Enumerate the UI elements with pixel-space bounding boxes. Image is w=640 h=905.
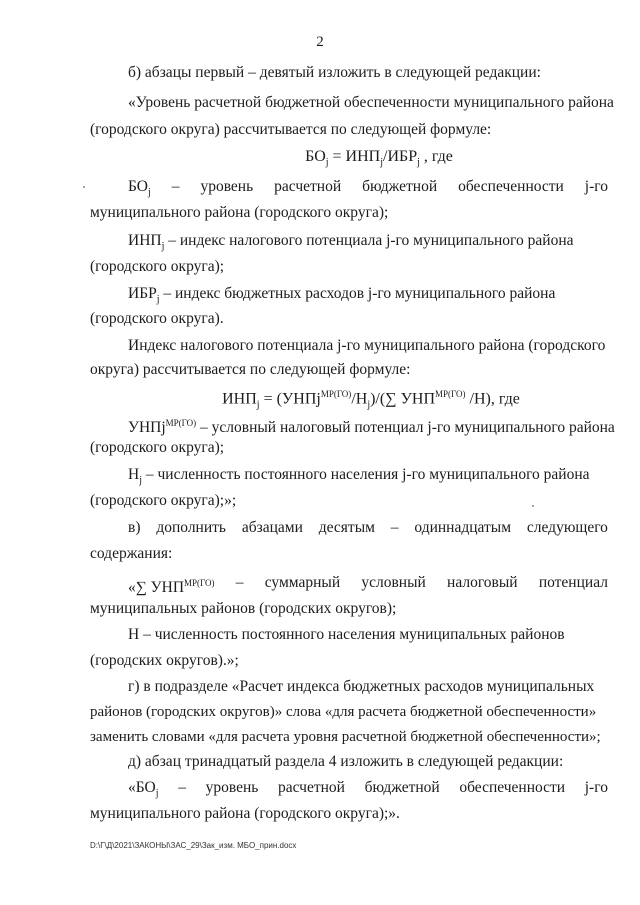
paragraph-index-line2: округа) рассчитывается по следующей формуле: [90,361,411,378]
paragraph-g-line3: заменить словами «для расчета уровня расчетной бюджетной обеспеченности»; [90,729,601,745]
definition-unp-line2: (городского округа); [90,439,225,456]
definition-unp-line1: УНПj$^{МР(ГО)}$ – условный налоговый потенциал j-го муниципального района [128,418,615,437]
paragraph-d: д) абзац тринадцатый раздела 4 изложить в следующей редакции: [128,753,564,770]
definition-inp-line2: (городского округа); [90,258,225,275]
paragraph-intro-line1: «Уровень расчетной бюджетной обеспеченности муниципального района [128,94,614,111]
page-number: 2 [316,34,324,50]
definition-h-line1: $Н_j$ – численность постоянного населения j-го муниципального района [128,466,590,487]
footer-file-path: D:\Г\Д\2021\ЗАКОНЫ\ЗАС_29\Зак_изм. МБО_прин.docx [90,841,297,850]
scan-speck [83,186,85,188]
paragraph-b: б) абзацы первый – девятый изложить в следующей редакции: [128,64,541,81]
definition-ibr-line2: (городского округа). [90,310,224,327]
definition-bo-line1: $БО_j$ – уровень расчетной бюджетной обеспеченности j-го [128,177,608,203]
definition-h2-line1: Н – численность постоянного населения муниципальных районов [128,626,565,643]
definition-h2-line2: (городских округов).»; [90,652,239,669]
definition-bo-line2: муниципального района (городского округа); [90,204,389,221]
paragraph-v-line2: содержания: [90,545,173,562]
definition-ibr-line1: $ИБР_j$ – индекс бюджетных расходов j-го муниципального района [128,285,556,306]
paragraph-g-line1: г) в подразделе «Расчет индекса бюджетных расходов муниципальных [128,678,595,695]
definition-h-line2: (городского округа);»; [90,492,237,509]
definition-term: «∑ $УНП^{МР(ГО)}$ [128,578,215,597]
paragraph-v-line1: в) дополнить абзацами десятым – одиннадцатым следующего [128,519,608,536]
paragraph-g-line2: районов (городских округов)» слова «для расчета бюджетной обеспеченности» [90,704,597,720]
definition-sum-line1: «∑ $УНП^{МР(ГО)}$ – суммарный условный налоговый потенциал [128,574,608,597]
paragraph-index-line1: Индекс налогового потенциала j-го муниципального района (городского [128,337,606,354]
formula-inp: $ИНП_j$ = $(УНПj^{МР(ГО)}/Н_j)/(\sum$ $УНП^{МР(ГО)}$ /Н), где [222,389,520,411]
definition-inp-line1: $ИНП_j$ – индекс налогового потенциала j-го муниципального района [128,232,574,253]
definition-bo2-line1: «$БО_j$ – уровень расчетной бюджетной обеспеченности j-го [128,778,608,804]
definition-sum-line2: муниципальных районов (городских округов); [90,600,397,617]
paragraph-intro-line2: (городского округа) рассчитывается по следующей формуле: [90,121,492,138]
formula-bo: $БО_j = ИНП_j/ИБР_j$ , где [305,148,453,169]
definition-term: $БО_j$ [128,178,151,199]
scan-speck [532,505,534,507]
definition-term: «$БО_j$ [128,779,159,800]
definition-bo2-line2: муниципального района (городского округа);». [90,805,400,822]
